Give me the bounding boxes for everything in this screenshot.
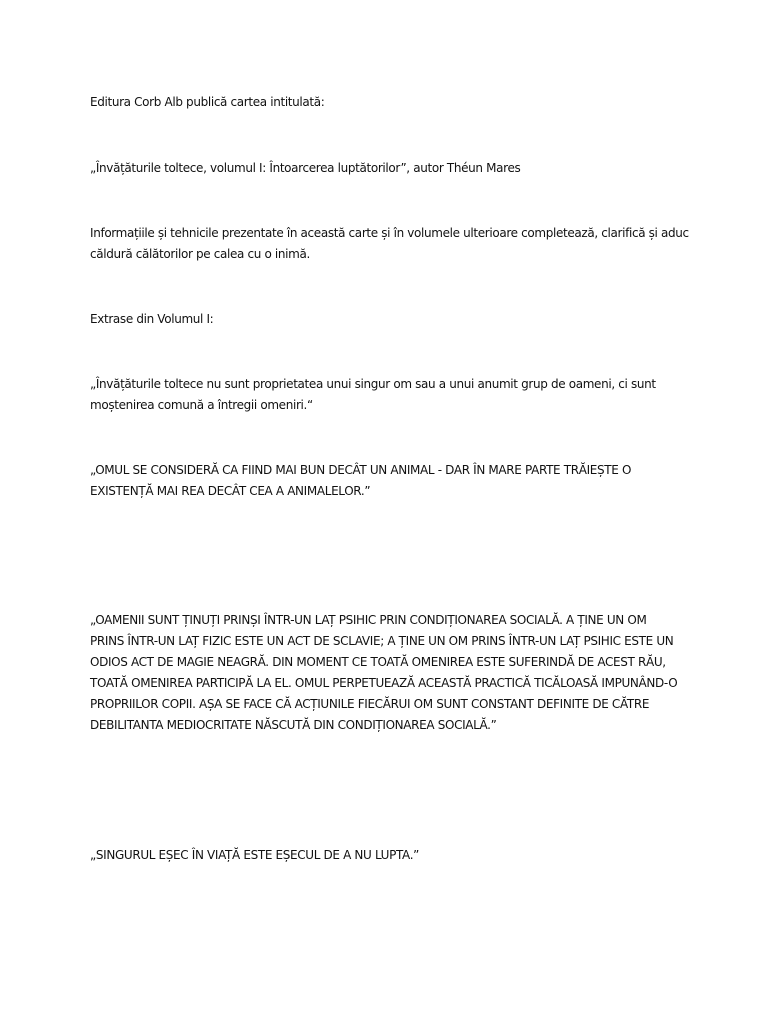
quote-2: „OMUL SE CONSIDERĂ CA FIIND MAI BUN DECÂT UN ANIMAL - DAR ÎN MARE PARTE TRĂIEȘTE O EXISTENȚĂ MAI REA DECÂT CEA A ANIMALELOR.” xyxy=(90,463,632,498)
quote-4: „SINGURUL EȘEC ÎN VIAȚĂ ESTE EȘECUL DE A NU LUPTA.” xyxy=(90,848,420,862)
quote-3: „OAMENII SUNT ȚINUȚI PRINȘI ÎNTR-UN LAȚ PSIHIC PRIN CONDIȚIONAREA SOCIALĂ. A ȚINE UN OM PRINS ÎNTR-UN LAȚ FIZIC ESTE UN ACT DE SCLAVIE; A ȚINE UN OM PRINS ÎNTR-UN LAȚ PSIHIC ESTE UN ODIOS ACT DE MAGIE NEAGRĂ. DIN MOMENT CE TOATĂ OMENIREA ESTE SUFERINDĂ DE ACEST RĂU, TOATĂ OMENIREA PARTICIPĂ LA EL. OMUL PERPETUEAZĂ ACEASTĂ PRACTICĂ TICĂLOASĂ IMPUNÂND-O PROPRIILOR COPII. AȘA SE FACE CĂ ACȚIUNILE FIECĂRUI OM SUNT CONSTANT DEFINITE DE CĂTRE DEBILITANTA MEDIOCRITATE NĂSCUTĂ DIN CONDIȚIONAREA SOCIALĂ.” xyxy=(90,613,678,732)
quote-1: „Învățăturile toltece nu sunt proprietatea unui singur om sau a unui anumit grup de oameni, ci sunt moștenirea comună a întregii omeniri.“ xyxy=(90,377,656,412)
excerpts-heading: Extrase din Volumul I: xyxy=(90,312,214,326)
publisher-intro: Editura Corb Alb publică cartea intitulată: xyxy=(90,95,325,109)
book-description: Informațiile și tehnicile prezentate în această carte și în volumele ulterioare completează, clarifică și aduc căldură călătorilor pe calea cu o inimă. xyxy=(90,226,689,261)
book-title-line: „Învățăturile toltece, volumul I: Întoarcerea luptătorilor”, autor Théun Mares xyxy=(90,161,521,175)
